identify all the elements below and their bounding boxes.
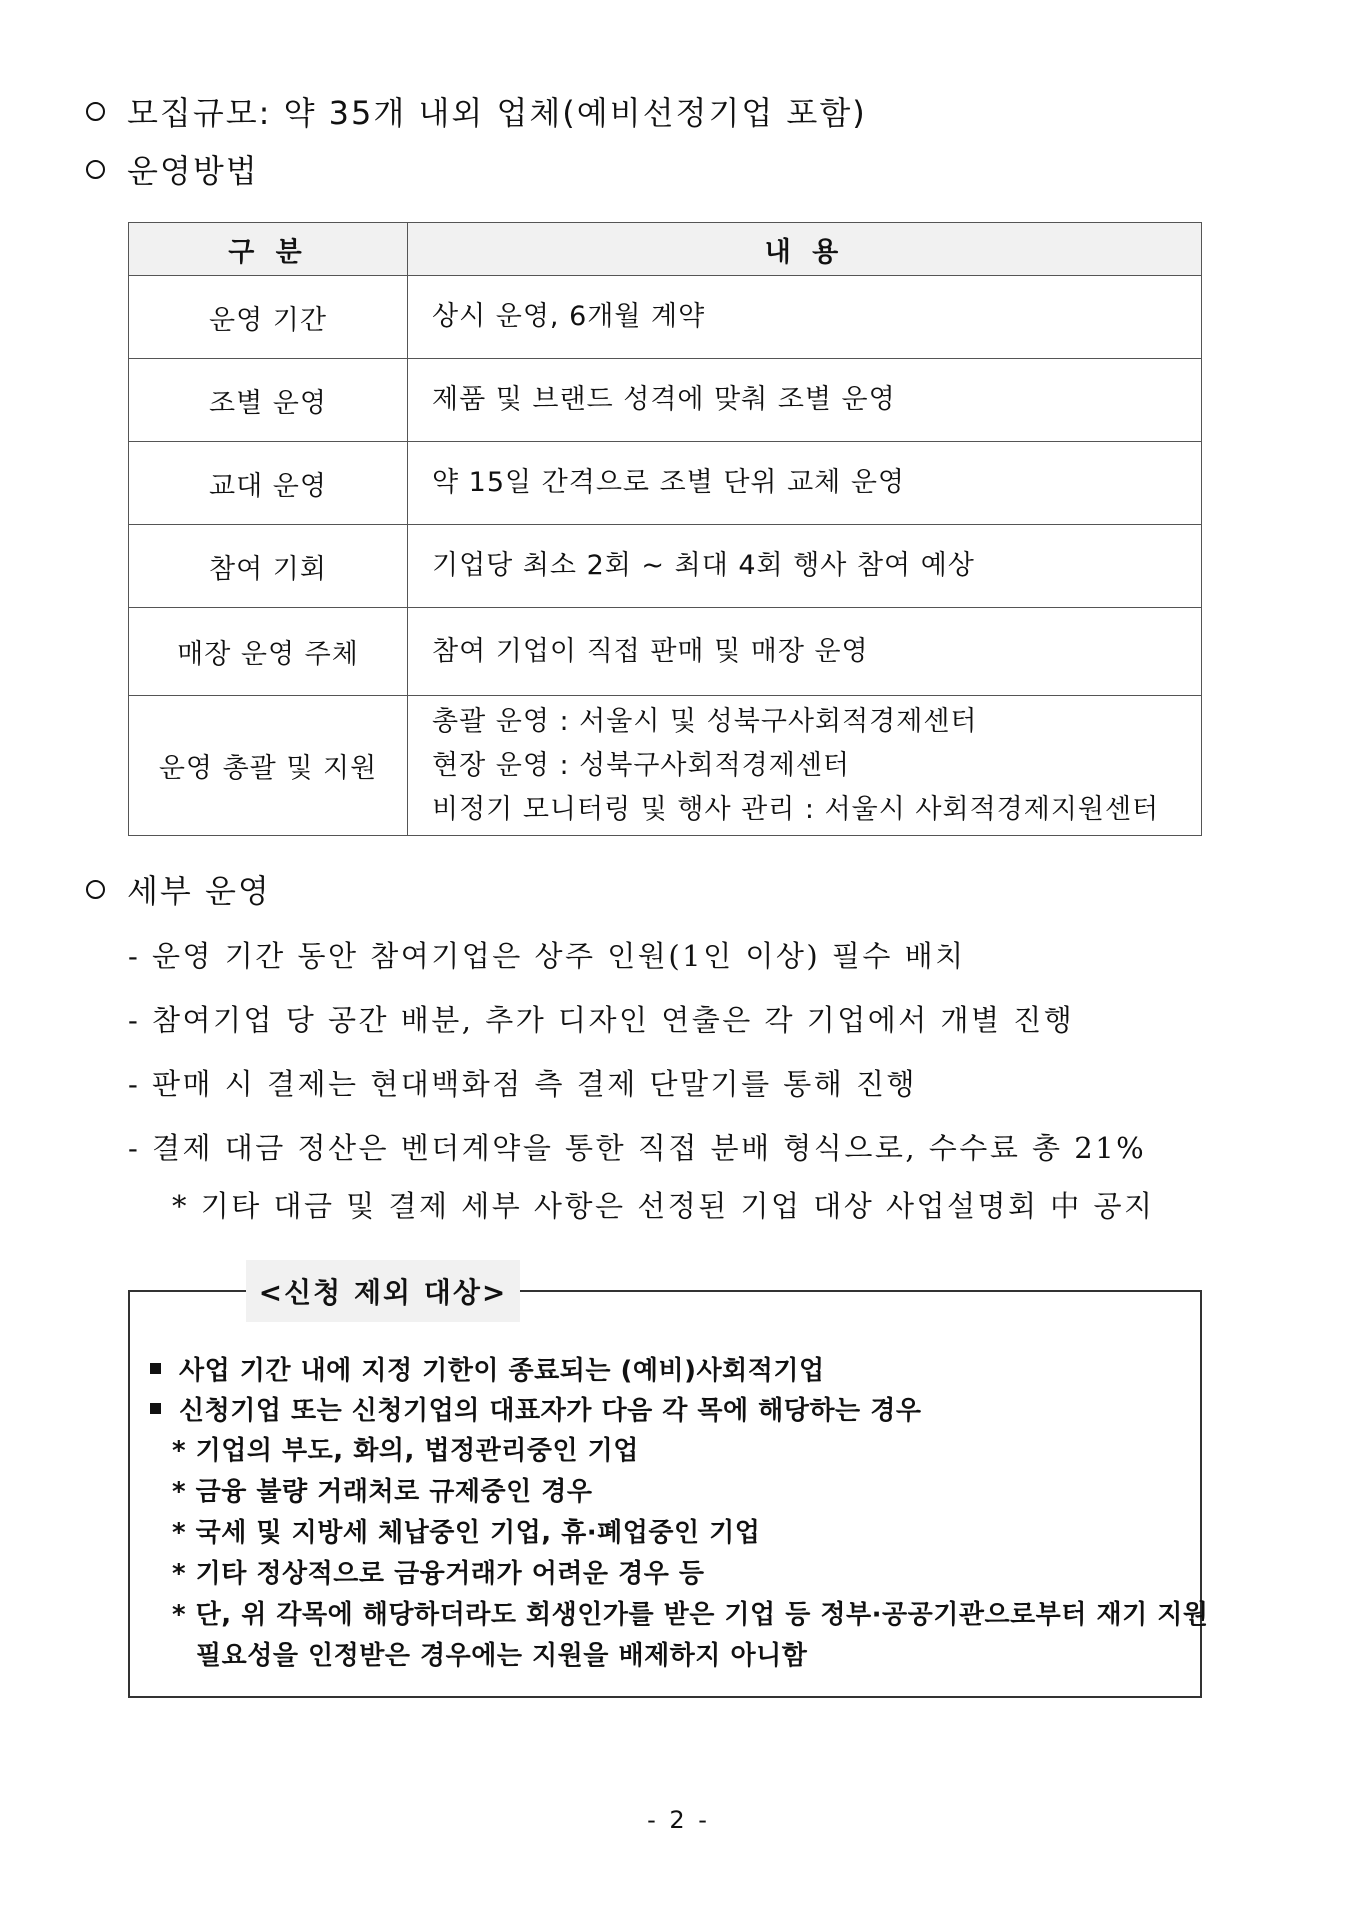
exclusion-subitem: * 단, 위 각목에 해당하더라도 회생인가를 받은 기업 등 정부·공공기관으로부터 재기 지원 [172,1600,1209,1630]
heading-detail-text: 세부 운영 [127,872,271,910]
detail-item: - 운영 기간 동안 참여기업은 상주 인원(1인 이상) 필수 배치 [128,939,966,973]
header-content: 내 용 [408,223,1202,276]
heading-method-text: 운영방법 [127,152,259,190]
circle-bullet-icon [86,160,105,179]
row-category: 운영 기간 [129,276,408,359]
row-content [408,276,1202,359]
table-row [129,608,1202,696]
square-bullet-icon [150,1403,161,1414]
table-row [129,525,1202,608]
exclusion-subitem: * 기타 정상적으로 금융거래가 어려운 경우 등 [172,1559,705,1589]
content-line: 약 15일 간격으로 조별 단위 교체 운영 [432,467,905,498]
page-number: - 2 - [647,1806,710,1834]
detail-note: * 기타 대금 및 결제 세부 사항은 선정된 기업 대상 사업설명회 中 공지 [172,1189,1155,1223]
row-content [408,608,1202,696]
heading-recruit-text: 모집규모: 약 35개 내외 업체(예비선정기업 포함) [127,94,867,132]
header-category: 구 분 [129,223,408,276]
table-row [129,696,1202,836]
exclusion-subitem: * 금융 불량 거래처로 규제중인 경우 [172,1477,593,1507]
table-row [129,359,1202,442]
exclusion-item-text: 신청기업 또는 신청기업의 대표자가 다음 각 목에 해당하는 경우 [179,1396,922,1426]
circle-bullet-icon [86,880,105,899]
row-category: 참여 기회 [129,525,408,608]
row-category: 매장 운영 주체 [129,608,408,696]
table-row [129,442,1202,525]
content-line: 총괄 운영 : 서울시 및 성북구사회적경제센터 [432,705,978,737]
exclusion-item [150,1390,921,1427]
row-content [408,696,1202,836]
row-content [408,359,1202,442]
content-line: 상시 운영, 6개월 계약 [432,301,706,332]
row-content [408,442,1202,525]
table-row [129,276,1202,359]
exclusion-item-text: 사업 기간 내에 지정 기한이 종료되는 (예비)사회적기업 [179,1356,825,1386]
exclusion-title: <신청 제외 대상> [246,1260,520,1322]
heading-detail [86,866,271,912]
table-header-row [129,223,1202,276]
content-line: 기업당 최소 2회 ~ 최대 4회 행사 참여 예상 [432,550,975,581]
row-content [408,525,1202,608]
operation-table [128,222,1202,836]
content-line: 현장 운영 : 성북구사회적경제센터 [432,749,850,781]
heading-recruit [86,88,867,134]
heading-method [86,146,259,192]
detail-item: - 결제 대금 정산은 벤더계약을 통한 직접 분배 형식으로, 수수료 총 21% [128,1131,1147,1165]
square-bullet-icon [150,1363,161,1374]
row-category: 운영 총괄 및 지원 [129,696,408,836]
exclusion-subitem: * 국세 및 지방세 체납중인 기업, 휴·폐업중인 기업 [172,1518,761,1548]
detail-item: - 참여기업 당 공간 배분, 추가 디자인 연출은 각 기업에서 개별 진행 [128,1003,1075,1037]
row-category: 조별 운영 [129,359,408,442]
circle-bullet-icon [86,102,105,121]
content-line: 참여 기업이 직접 판매 및 매장 운영 [432,635,869,667]
exclusion-item [150,1350,825,1387]
exclusion-subitem: * 기업의 부도, 화의, 법정관리중인 기업 [172,1436,639,1466]
row-category: 교대 운영 [129,442,408,525]
content-line: 제품 및 브랜드 성격에 맞춰 조별 운영 [432,384,896,415]
detail-item: - 판매 시 결제는 현대백화점 측 결제 단말기를 통해 진행 [128,1067,918,1101]
exclusion-continuation: 필요성을 인정받은 경우에는 지원을 배제하지 아니함 [196,1641,808,1671]
content-line: 비정기 모니터링 및 행사 관리 : 서울시 사회적경제지원센터 [432,793,1160,825]
